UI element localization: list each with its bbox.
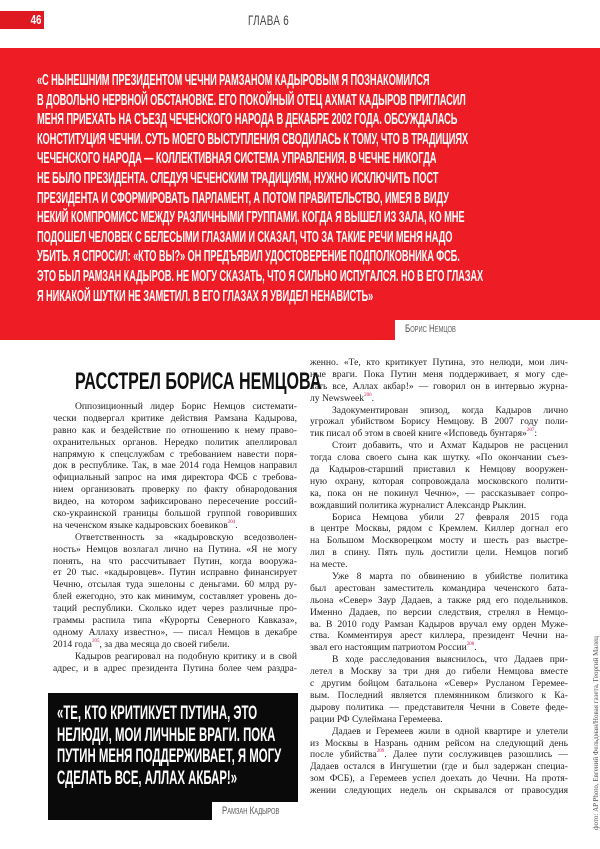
line-text: В ходе расследования выяснилось, что Дадаев при- [332, 654, 568, 666]
line-text: нием организовать проверку по факту обнародования [53, 484, 297, 496]
line-text: после убийства [310, 749, 377, 761]
article-line [310, 523, 568, 535]
line-text: Оппозиционный лидер Борис Немцов системати- [75, 401, 297, 412]
article-line [310, 464, 568, 476]
article-line [310, 500, 568, 512]
article-line [310, 535, 568, 547]
article-line [310, 357, 568, 369]
line-text: вождавший политика журналист Александр Рыклин. [310, 499, 527, 511]
top-quote-attribution [395, 320, 600, 340]
line-text: Уже 8 марта по обвинению в убийстве политика [332, 571, 568, 583]
article-left-column [53, 401, 297, 674]
line-text: женно. «Те, кто критикует Путина, это нелюди, мои лич- [310, 357, 568, 368]
article-line [310, 405, 568, 417]
line-text: на чеченском языке кадыровских боевиков [53, 519, 228, 531]
line-text: рации РФ Сулеймана Геремеева. [310, 713, 443, 725]
line-text: лу Newsweek [310, 392, 365, 404]
line-text-after: . [474, 642, 477, 654]
article-line [310, 642, 568, 654]
line-text: жении следующих недель он скрывался от правосудия [310, 785, 568, 797]
footnote-ref[interactable]: 204 [227, 519, 236, 525]
article-line [310, 393, 568, 405]
article-line [310, 452, 568, 464]
article-line [310, 726, 568, 738]
line-text: охранительных органов. Нередко политик апеллировал [53, 436, 297, 448]
line-text: Бориса Немцова убили 27 февраля 2015 года [332, 511, 568, 523]
article-line [310, 773, 568, 785]
article-line [53, 437, 297, 449]
pull-quote-line: ПУТИН МЕНЯ ПОДДЕРЖИВАЕТ, Я МОГУ [57, 746, 282, 768]
article-line [53, 556, 297, 568]
top-quote-line: ПОДОШЕЛ ЧЕЛОВЕК С БЕЛЕСЫМИ ГЛАЗАМИ И СКАЗАЛ, ЧТО ЗА ТАКИЕ РЕЧИ МЕНЯ НАДО [37, 228, 453, 246]
article-line [310, 702, 568, 714]
article-line [53, 627, 297, 639]
footnote-ref[interactable]: 207 [526, 428, 535, 434]
article-line [310, 761, 568, 773]
top-quote-line: НЕ БЫЛО ПРЕЗИДЕНТА. СЛЕДУЯ ЧЕЧЕНСКИМ ТРАДИЦИЯМ, НУЖНО ИСКЛЮЧИТЬ ПОСТ [37, 170, 439, 187]
footnote-ref[interactable]: 205 [91, 638, 100, 644]
line-text: ка, пока он не покинул Чечню», — рассказывает сопро- [310, 487, 568, 499]
footnote-ref[interactable]: 208 [466, 642, 475, 648]
article-line [53, 496, 297, 508]
line-text: на месте. [310, 559, 348, 571]
article-right-column [310, 357, 568, 797]
line-text: ет 20 тыс. «кадыровцев». Путин исправно финансирует [53, 567, 297, 579]
top-quote-line: КОНСТИТУЦИЯ ЧЕЧНИ. СУТЬ МОЕГО ВЫСТУПЛЕНИЯ СВОДИЛАСЬ К ТОМУ, ЧТО В ТРАДИЦИЯХ [37, 130, 468, 148]
article-line [53, 401, 297, 413]
article-line [310, 571, 568, 583]
line-text: звал его настоящим патриотом России [310, 642, 467, 654]
article-line [53, 532, 297, 544]
line-text: Именно Дадаев, по версии следствия, стрелял в Немцо- [310, 606, 568, 618]
top-quote-line: «С НЫНЕШНИМ ПРЕЗИДЕНТОМ ЧЕЧНИ РАМЗАНОМ КАДЫРОВЫМ Я ПОЗНАКОМИЛСЯ [37, 72, 430, 89]
top-quote-line: ЧЕЧЕНСКОГО НАРОДА — КОЛЛЕКТИВНАЯ СИСТЕМА УПРАВЛЕНИЯ. В ЧЕЧНЕ НИКОГДА [37, 150, 437, 168]
article-line [53, 413, 297, 425]
line-text: ные враги. Пока Путин меня поддерживает, я могу сде- [310, 368, 568, 380]
article-line [310, 619, 568, 631]
line-text: из Москвы в Назрань одним рейсом на следующий день [310, 737, 568, 749]
article-line [53, 484, 297, 496]
article-title: РАССТРЕЛ БОРИСА НЕМЦОВА [75, 368, 322, 395]
line-text: ва. В 2010 году Рамзан Кадыров вручал ему орден Муже- [310, 618, 568, 630]
article-line [310, 440, 568, 452]
line-text: ско-украинской границы большой группой говоривших [53, 508, 297, 520]
article-line [53, 520, 297, 532]
line-text: одному Аллаху известно», — писал Немцов в декабре [53, 626, 297, 638]
top-quote-line: НЕКИЙ КОМПРОМИСС МЕЖДУ РАЗЛИЧНЫМИ ГРУППАМИ. КОГДА Я ВЫШЕЛ ИЗ ЗАЛА, КО МНЕ [37, 209, 465, 227]
article-line [53, 591, 297, 603]
line-text: понять, на что рассчитывает Путин, когда вооружа- [53, 555, 297, 567]
line-text-after: . Далее пути сослуживцев разошлись — [384, 749, 569, 761]
line-text: ства. Комментируя арест киллера, президент Чечни на- [310, 630, 568, 642]
article-line [53, 449, 297, 461]
chapter-title: ГЛАВА 6 [248, 12, 290, 28]
line-text: льона «Север» Заур Дадаев, а также ряд его подельников. [310, 594, 568, 606]
article-line [310, 666, 568, 678]
line-text: ную охрану, которая сопровождала московского полити- [310, 475, 568, 487]
article-line [310, 678, 568, 690]
article-line [53, 472, 297, 484]
pull-quote-author: Рамзан Кадыров [222, 805, 280, 817]
line-text: Стоит добавить, что и Ахмат Кадыров не расценил [332, 440, 568, 452]
article-line [53, 651, 297, 663]
line-text: равно как и бездействие по отношению к нему право- [53, 424, 297, 436]
line-text: официальный запрос на имя директора ФСБ с требова- [53, 472, 297, 484]
line-text: в центре Москвы, рядом с Кремлем. Киллер догнал его [310, 523, 568, 535]
line-text: док в республике. Так, в мае 2014 года Немцов направил [53, 460, 297, 472]
article-line [310, 369, 568, 381]
article-line [53, 603, 297, 615]
line-text: вым. Последний является племянником близкого к Ка- [310, 689, 568, 701]
pull-quote-block [48, 693, 298, 820]
article-line [310, 785, 568, 797]
article-line [53, 579, 297, 591]
page-number-tab [0, 11, 44, 29]
article-line [53, 567, 297, 579]
line-text: напрямую к спецслужбам с требованием навести поря- [53, 448, 297, 460]
article-line [310, 428, 568, 440]
article-line [310, 476, 568, 488]
line-text: лать все, Аллах акбар!» — говорил он в интервью журна- [310, 380, 568, 392]
article-line [310, 690, 568, 702]
top-quote-line: ЭТО БЫЛ РАМЗАН КАДЫРОВ. НЕ МОГУ СКАЗАТЬ, ЧТО Я СИЛЬНО ИСПУГАЛСЯ. НО В ЕГО ГЛАЗАХ [37, 268, 484, 285]
top-quote-line: В ДОВОЛЬНО НЕРВНОЙ ОБСТАНОВКЕ. ЕГО ПОКОЙНЫЙ ОТЕЦ АХМАТ КАДЫРОВ ПРИГЛАСИЛ [37, 91, 466, 109]
article-line [53, 639, 297, 651]
article-line [53, 508, 297, 520]
line-text: на Большом Москворецком мосту и шесть раз выстре- [310, 535, 568, 547]
article-line [310, 595, 568, 607]
line-text: Дадаев и Геремеев жили в одной квартире и улетели [332, 725, 568, 737]
line-text: да Кадыров-старший приставил к Немцову вооружен- [310, 464, 568, 476]
pull-quote-line: «ТЕ, КТО КРИТИКУЕТ ПУТИНА, ЭТО [57, 703, 258, 724]
line-text: дырову политика — представителя Чечни в Совете феде- [310, 701, 568, 713]
article-line [310, 630, 568, 642]
line-text: зом ФСБ), а Геремеев успел доехать до Чечни. На протя- [310, 773, 568, 785]
line-text-after: : [534, 428, 538, 440]
line-text: летел в Москву за три дня до гибели Немцова вместе [310, 666, 568, 678]
article-line [310, 738, 568, 750]
line-text: 2014 года [53, 638, 92, 650]
line-text: адрес, и в адрес президента Путина более чем раздра- [53, 662, 297, 674]
top-quote-line: МЕНЯ ПРИЕХАТЬ НА СЪЕЗД ЧЕЧЕНСКОГО НАРОДА В ДЕКАБРЕ 2002 ГОДА. ОБСУЖДАЛАСЬ [37, 111, 458, 129]
top-quote-author: Борис Немцов [405, 323, 456, 335]
pull-quote-line: НЕЛЮДИ, МОИ ЛИЧНЫЕ ВРАГИ. ПОКА [57, 724, 276, 746]
article-line [53, 544, 297, 556]
line-text: тогда слова своего сына как шутку. «По окончании съез- [310, 452, 568, 464]
article-line [53, 425, 297, 437]
line-text: с другим бойцом батальона «Север» Русланом Геремее- [310, 678, 568, 690]
line-text: Задокументирован эпизод, когда Кадыров лично [332, 404, 568, 416]
line-text: видео, на котором зафиксировано пересечение россий- [53, 496, 297, 508]
line-text-after: . [371, 392, 374, 404]
line-text: граммы распила типа «Курорты Северного Кавказа», [53, 615, 297, 627]
line-text-after: , за два месяца до своей гибели. [99, 638, 230, 650]
pull-quote-line: СДЕЛАТЬ ВСЕ, АЛЛАХ АКБАР!» [57, 768, 238, 790]
article-line [53, 663, 297, 675]
line-text: Кадыров реагировал на подобную критику и в свой [75, 650, 297, 662]
footnote-ref[interactable]: 209 [376, 749, 385, 755]
line-text: тик писал об этом в своей книге «Исповедь бунтаря» [310, 428, 527, 440]
line-text: Ответственность за «кадыровскую вседозволен- [75, 531, 297, 543]
article-line [53, 460, 297, 472]
top-quote-line: ПРЕЗИДЕНТА И СФОРМИРОВАТЬ ПАРЛАМЕНТ, А ПОТОМ ПРАВИТЕЛЬСТВО, ИМЕЯ В ВИДУ [37, 189, 449, 207]
line-text: Чечню, отсылая туда эшелоны с деньгами. 60 млрд ру- [53, 579, 297, 591]
article-line [310, 512, 568, 524]
footnote-ref[interactable]: 206 [364, 392, 372, 398]
article-line [310, 654, 568, 666]
article-line [53, 615, 297, 627]
article-line [310, 749, 568, 761]
line-text: был арестован заместитель командира чеченского бата- [310, 582, 568, 594]
line-text: блей ежегодно, это как минимум, составляет уровень до- [53, 591, 297, 603]
article-line [310, 583, 568, 595]
article-line [310, 547, 568, 559]
line-text: лил в спину. Пять пуль достигли цели. Немцов погиб [310, 547, 568, 559]
page-number: 46 [30, 12, 41, 27]
article-line [310, 607, 568, 619]
article-line [310, 416, 568, 428]
top-quote-line: Я НИКАКОЙ ШУТКИ НЕ ЗАМЕТИЛ. В ЕГО ГЛАЗАХ Я УВИДЕЛ НЕНАВИСТЬ» [37, 287, 374, 305]
line-text: ность» Немцов возлагал лично на Путина. «Я не могу [53, 543, 297, 555]
pull-quote-attribution [212, 802, 298, 820]
photo-credit: фото: AP Photo, Евгений Фельдман/Новая газета, Георгий Малец [592, 636, 600, 830]
line-text: Дадаев остался в Ингушетии (где и был задержан специа- [310, 761, 568, 773]
article-line [310, 381, 568, 393]
line-text: угрожал убийством Борису Немцову. В 2007 году поли- [310, 416, 568, 428]
line-text-after: . [235, 519, 238, 531]
article-line [310, 488, 568, 500]
article-line [310, 714, 568, 726]
line-text: таций республики. Сколько идет через различные про- [53, 603, 297, 615]
top-quote-line: УБИТЬ. Я СПРОСИЛ: «КТО ВЫ?» ОН ПРЕДЪЯВИЛ УДОСТОВЕРЕНИЕ ПОДПОЛКОВНИКА ФСБ. [37, 248, 460, 266]
article-line [310, 559, 568, 571]
line-text: чески подвергал критике действия Рамзана Кадырова, [53, 412, 297, 424]
